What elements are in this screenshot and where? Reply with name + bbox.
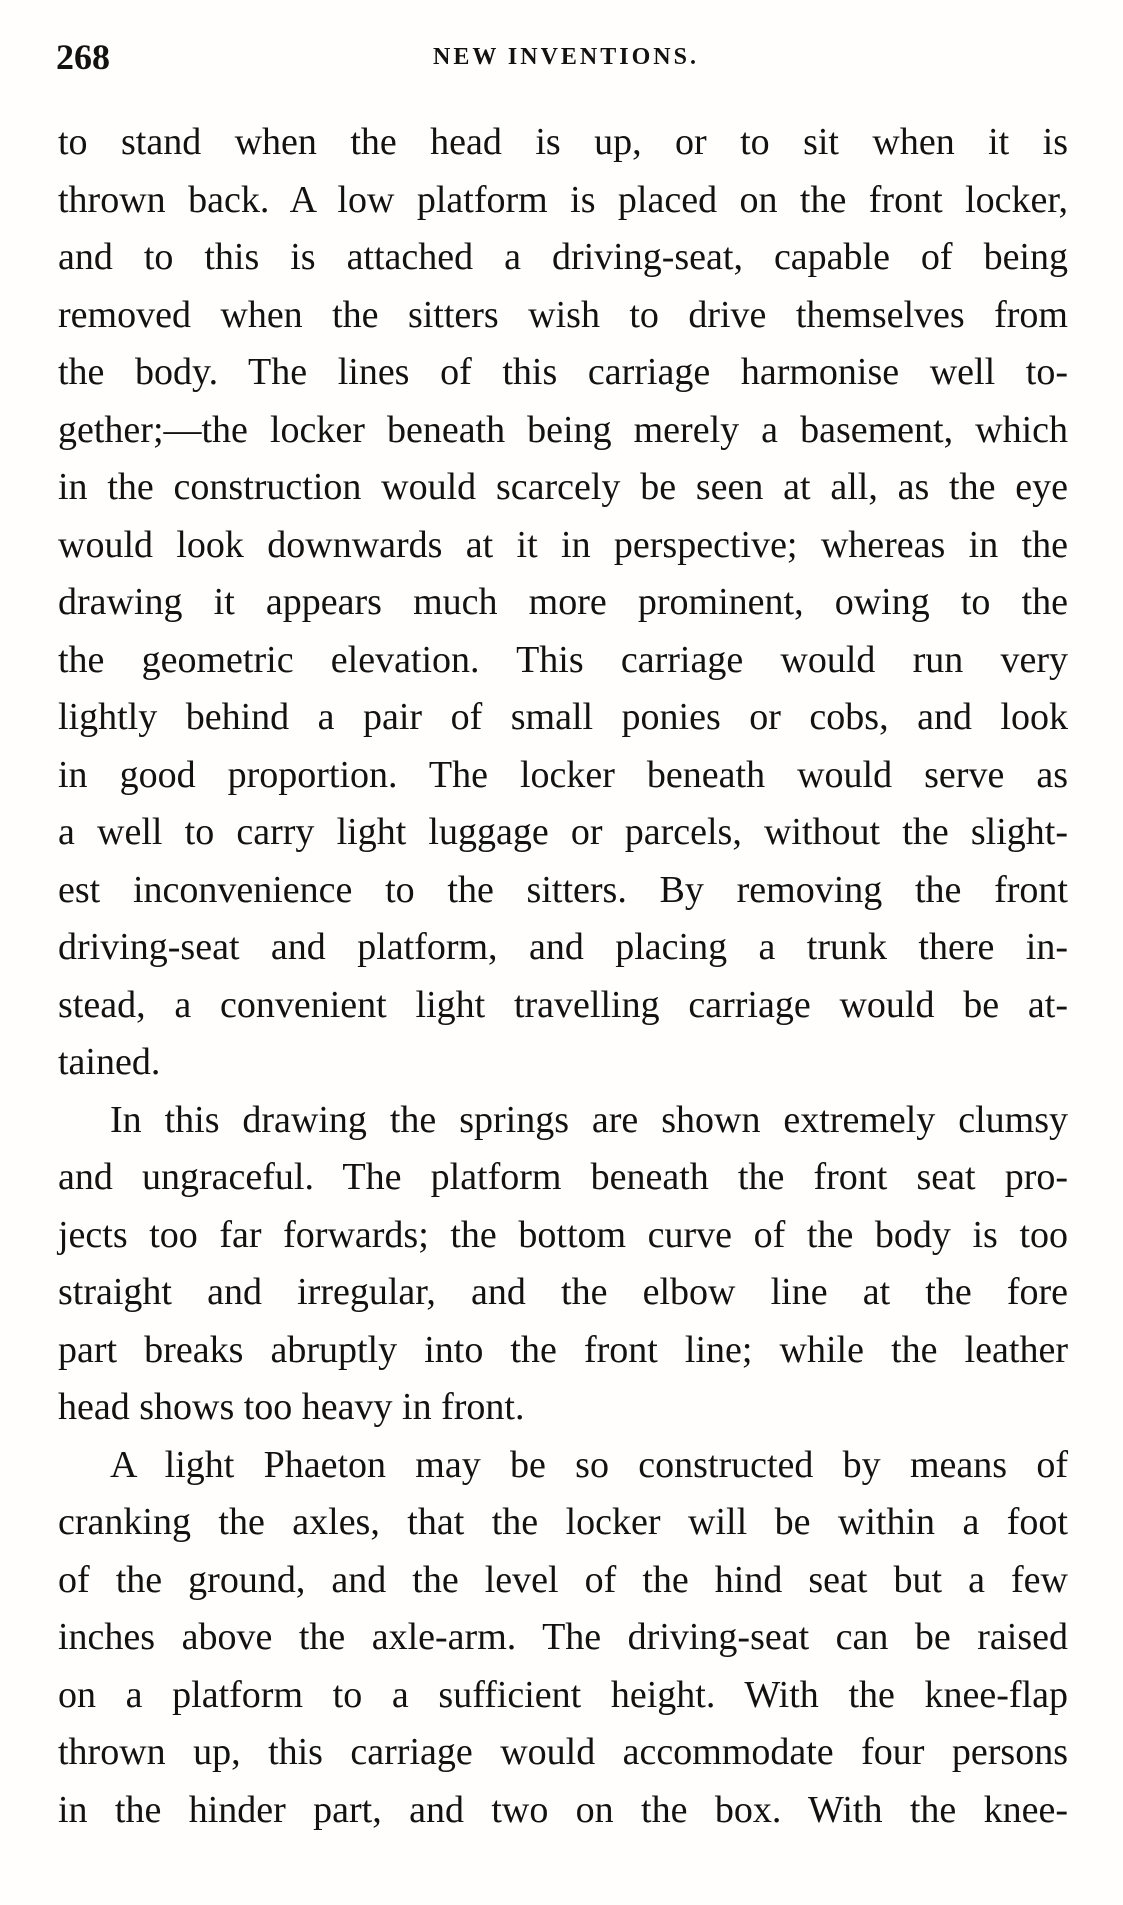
text-line: and ungraceful. The platform beneath the front seat pro-: [58, 1156, 1068, 1198]
text-line: inches above the axle-arm. The driving-seat can be raised: [58, 1616, 1068, 1658]
text-line: the body. The lines of this carriage harmonise well to-: [58, 351, 1068, 393]
text-line: to stand when the head is up, or to sit when it is: [58, 121, 1068, 163]
text-line: thrown up, this carriage would accommodate four persons: [58, 1731, 1068, 1773]
running-title: NEW INVENTIONS.: [433, 44, 699, 70]
text-line: lightly behind a pair of small ponies or cobs, and look: [58, 696, 1068, 738]
paragraph-2: [58, 1092, 1068, 1437]
text-line: on a platform to a sufficient height. With the knee-flap: [58, 1673, 1068, 1716]
page-header: [56, 32, 1076, 82]
text-line: and to this is attached a driving-seat, capable of being: [58, 236, 1068, 278]
text-line: the geometric elevation. This carriage would run very: [58, 638, 1068, 681]
text-line: in the hinder part, and two on the box. With the knee-: [58, 1788, 1068, 1831]
text-line: removed when the sitters wish to drive themselves from: [58, 293, 1068, 336]
text-line: gether;—the locker beneath being merely a basement, which: [58, 408, 1068, 451]
text-line: drawing it appears much more prominent, owing to the: [58, 581, 1068, 623]
text-line: est inconvenience to the sitters. By removing the front: [58, 868, 1068, 911]
text-line: cranking the axles, that the locker will be within a foot: [58, 1501, 1068, 1543]
text-line: in the construction would scarcely be seen at all, as the eye: [58, 466, 1068, 508]
text-line: straight and irregular, and the elbow line at the fore: [58, 1271, 1068, 1313]
body-text: [58, 114, 1068, 1839]
text-line: part breaks abruptly into the front line; while the leather: [58, 1328, 1068, 1371]
text-line: In this drawing the springs are shown extremely clumsy: [110, 1098, 1068, 1141]
paragraph-3: [58, 1437, 1068, 1840]
text-line: stead, a convenient light travelling carriage would be at-: [58, 983, 1068, 1026]
paragraph-1: [58, 114, 1068, 1092]
text-line: would look downwards at it in perspective; whereas in the: [58, 523, 1068, 566]
text-line: jects too far forwards; the bottom curve of the body is too: [58, 1213, 1068, 1256]
text-line: thrown back. A low platform is placed on the front locker,: [58, 178, 1068, 221]
text-line: A light Phaeton may be so constructed by means of: [110, 1443, 1068, 1486]
text-line: of the ground, and the level of the hind seat but a few: [58, 1558, 1068, 1601]
text-line: in good proportion. The locker beneath would serve as: [58, 753, 1068, 796]
page-number: 268: [56, 37, 110, 77]
text-line: driving-seat and platform, and placing a trunk there in-: [58, 926, 1068, 968]
text-line: head shows too heavy in front.: [58, 1386, 525, 1428]
text-line: a well to carry light luggage or parcels, without the slight-: [58, 811, 1068, 853]
text-line: tained.: [58, 1041, 161, 1083]
